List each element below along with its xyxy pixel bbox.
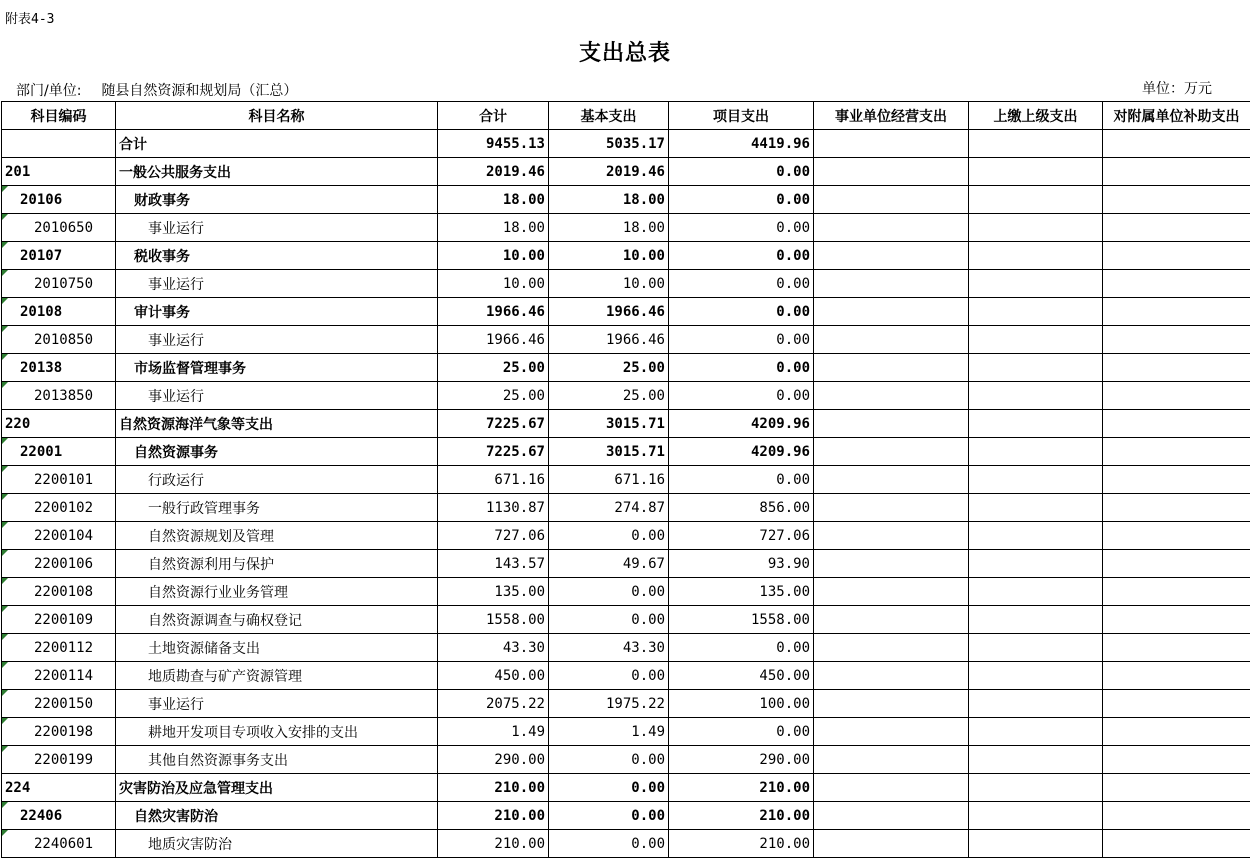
row-empty-cell xyxy=(814,438,969,466)
row-name-cell: 市场监督管理事务 xyxy=(116,354,438,382)
row-total-cell: 1130.87 xyxy=(438,494,549,522)
row-basic-cell: 10.00 xyxy=(549,270,669,298)
row-empty-cell xyxy=(814,354,969,382)
row-name-cell: 自然资源利用与保护 xyxy=(116,550,438,578)
row-name-cell: 地质勘查与矿产资源管理 xyxy=(116,662,438,690)
column-header: 对附属单位补助支出 xyxy=(1103,102,1250,130)
table-row xyxy=(2,382,1250,410)
row-empty-cell xyxy=(969,522,1103,550)
row-empty-cell xyxy=(1103,550,1250,578)
row-project-cell: 4209.96 xyxy=(669,410,814,438)
row-code-cell xyxy=(2,130,116,158)
row-empty-cell xyxy=(1103,438,1250,466)
row-project-cell: 0.00 xyxy=(669,466,814,494)
row-empty-cell xyxy=(1103,746,1250,774)
row-empty-cell xyxy=(1103,270,1250,298)
row-empty-cell xyxy=(1103,298,1250,326)
row-empty-cell xyxy=(969,606,1103,634)
column-header: 科目编码 xyxy=(2,102,116,130)
row-empty-cell xyxy=(814,690,969,718)
row-total-cell: 290.00 xyxy=(438,746,549,774)
row-empty-cell xyxy=(814,718,969,746)
row-total-cell: 1.49 xyxy=(438,718,549,746)
row-basic-cell: 0.00 xyxy=(549,578,669,606)
row-project-cell: 0.00 xyxy=(669,242,814,270)
row-empty-cell xyxy=(1103,830,1250,858)
row-total-cell: 10.00 xyxy=(438,242,549,270)
row-empty-cell xyxy=(1103,802,1250,830)
row-empty-cell xyxy=(814,662,969,690)
row-name-cell: 税收事务 xyxy=(116,242,438,270)
row-total-cell: 727.06 xyxy=(438,522,549,550)
row-empty-cell xyxy=(814,746,969,774)
row-project-cell: 0.00 xyxy=(669,382,814,410)
row-name-cell: 事业运行 xyxy=(116,382,438,410)
row-empty-cell xyxy=(814,634,969,662)
row-basic-cell: 3015.71 xyxy=(549,438,669,466)
row-code-cell: 2010850 xyxy=(2,326,116,354)
row-code-cell: 220 xyxy=(2,410,116,438)
row-code-cell: 2200199 xyxy=(2,746,116,774)
row-project-cell: 0.00 xyxy=(669,326,814,354)
row-code-cell: 2200198 xyxy=(2,718,116,746)
row-name-cell: 地质灾害防治 xyxy=(116,830,438,858)
row-empty-cell xyxy=(814,326,969,354)
row-code-cell: 2200106 xyxy=(2,550,116,578)
row-empty-cell xyxy=(1103,382,1250,410)
row-total-cell: 10.00 xyxy=(438,270,549,298)
page-title: 支出总表 xyxy=(578,41,671,66)
table-row xyxy=(2,830,1250,858)
row-code-cell: 2200150 xyxy=(2,690,116,718)
table-row xyxy=(2,522,1250,550)
table-row xyxy=(2,214,1250,242)
row-basic-cell: 1975.22 xyxy=(549,690,669,718)
row-total-cell: 7225.67 xyxy=(438,410,549,438)
table-row xyxy=(2,802,1250,830)
row-basic-cell: 5035.17 xyxy=(549,130,669,158)
row-basic-cell: 274.87 xyxy=(549,494,669,522)
row-name-cell: 土地资源储备支出 xyxy=(116,634,438,662)
row-code-cell: 224 xyxy=(2,774,116,802)
row-empty-cell xyxy=(1103,158,1250,186)
row-empty-cell xyxy=(814,494,969,522)
department-line xyxy=(16,80,297,100)
row-empty-cell xyxy=(969,830,1103,858)
row-total-cell: 2075.22 xyxy=(438,690,549,718)
row-empty-cell xyxy=(1103,718,1250,746)
row-basic-cell: 3015.71 xyxy=(549,410,669,438)
row-empty-cell xyxy=(969,690,1103,718)
row-project-cell: 1558.00 xyxy=(669,606,814,634)
row-name-cell: 一般公共服务支出 xyxy=(116,158,438,186)
row-basic-cell: 0.00 xyxy=(549,746,669,774)
table-row xyxy=(2,606,1250,634)
row-project-cell: 210.00 xyxy=(669,830,814,858)
column-header: 上缴上级支出 xyxy=(969,102,1103,130)
row-project-cell: 450.00 xyxy=(669,662,814,690)
row-empty-cell xyxy=(969,186,1103,214)
row-name-cell: 灾害防治及应急管理支出 xyxy=(116,774,438,802)
row-empty-cell xyxy=(1103,186,1250,214)
row-project-cell: 100.00 xyxy=(669,690,814,718)
table-row xyxy=(2,746,1250,774)
row-name-cell: 自然资源海洋气象等支出 xyxy=(116,410,438,438)
row-name-cell: 行政运行 xyxy=(116,466,438,494)
row-empty-cell xyxy=(969,382,1103,410)
row-empty-cell xyxy=(969,662,1103,690)
row-empty-cell xyxy=(969,494,1103,522)
row-total-cell: 9455.13 xyxy=(438,130,549,158)
row-name-cell: 事业运行 xyxy=(116,214,438,242)
row-code-cell: 20108 xyxy=(2,298,116,326)
row-code-cell: 2200108 xyxy=(2,578,116,606)
row-empty-cell xyxy=(969,634,1103,662)
row-total-cell: 7225.67 xyxy=(438,438,549,466)
row-empty-cell xyxy=(1103,662,1250,690)
row-project-cell: 135.00 xyxy=(669,578,814,606)
row-code-cell: 2010750 xyxy=(2,270,116,298)
department-value: 随县自然资源和规划局（汇总） xyxy=(101,83,298,99)
row-empty-cell xyxy=(1103,578,1250,606)
row-name-cell: 合计 xyxy=(116,130,438,158)
row-total-cell: 43.30 xyxy=(438,634,549,662)
table-row xyxy=(2,354,1250,382)
row-empty-cell xyxy=(1103,410,1250,438)
row-code-cell: 2200101 xyxy=(2,466,116,494)
row-code-cell: 20138 xyxy=(2,354,116,382)
row-empty-cell xyxy=(1103,214,1250,242)
row-empty-cell xyxy=(814,214,969,242)
row-empty-cell xyxy=(969,326,1103,354)
row-name-cell: 其他自然资源事务支出 xyxy=(116,746,438,774)
row-empty-cell xyxy=(814,130,969,158)
table-row xyxy=(2,466,1250,494)
row-basic-cell: 0.00 xyxy=(549,606,669,634)
row-total-cell: 1558.00 xyxy=(438,606,549,634)
row-project-cell: 0.00 xyxy=(669,718,814,746)
row-empty-cell xyxy=(1103,326,1250,354)
row-name-cell: 事业运行 xyxy=(116,270,438,298)
row-empty-cell xyxy=(969,410,1103,438)
row-project-cell: 0.00 xyxy=(669,214,814,242)
row-empty-cell xyxy=(969,774,1103,802)
row-empty-cell xyxy=(1103,242,1250,270)
row-code-cell: 22001 xyxy=(2,438,116,466)
row-basic-cell: 18.00 xyxy=(549,214,669,242)
row-basic-cell: 2019.46 xyxy=(549,158,669,186)
row-basic-cell: 0.00 xyxy=(549,774,669,802)
row-total-cell: 210.00 xyxy=(438,774,549,802)
row-project-cell: 4419.96 xyxy=(669,130,814,158)
table-row xyxy=(2,718,1250,746)
row-total-cell: 25.00 xyxy=(438,354,549,382)
row-basic-cell: 43.30 xyxy=(549,634,669,662)
row-empty-cell xyxy=(969,130,1103,158)
row-basic-cell: 671.16 xyxy=(549,466,669,494)
row-code-cell: 2013850 xyxy=(2,382,116,410)
department-label: 部门/单位: xyxy=(16,83,82,99)
row-basic-cell: 0.00 xyxy=(549,522,669,550)
row-empty-cell xyxy=(969,578,1103,606)
row-total-cell: 25.00 xyxy=(438,382,549,410)
row-empty-cell xyxy=(814,578,969,606)
row-name-cell: 自然资源行业业务管理 xyxy=(116,578,438,606)
row-basic-cell: 10.00 xyxy=(549,242,669,270)
row-project-cell: 4209.96 xyxy=(669,438,814,466)
row-basic-cell: 0.00 xyxy=(549,802,669,830)
row-total-cell: 450.00 xyxy=(438,662,549,690)
row-basic-cell: 0.00 xyxy=(549,830,669,858)
row-empty-cell xyxy=(969,242,1103,270)
row-name-cell: 事业运行 xyxy=(116,326,438,354)
table-row xyxy=(2,186,1250,214)
row-code-cell: 22406 xyxy=(2,802,116,830)
row-empty-cell xyxy=(969,718,1103,746)
row-empty-cell xyxy=(1103,774,1250,802)
row-empty-cell xyxy=(814,466,969,494)
row-empty-cell xyxy=(814,522,969,550)
row-name-cell: 审计事务 xyxy=(116,298,438,326)
row-project-cell: 0.00 xyxy=(669,634,814,662)
row-project-cell: 0.00 xyxy=(669,186,814,214)
row-basic-cell: 18.00 xyxy=(549,186,669,214)
row-basic-cell: 49.67 xyxy=(549,550,669,578)
row-code-cell: 2200112 xyxy=(2,634,116,662)
row-empty-cell xyxy=(814,606,969,634)
row-code-cell: 201 xyxy=(2,158,116,186)
table-row xyxy=(2,270,1250,298)
row-name-cell: 一般行政管理事务 xyxy=(116,494,438,522)
row-empty-cell xyxy=(814,550,969,578)
row-project-cell: 0.00 xyxy=(669,354,814,382)
row-code-cell: 2200114 xyxy=(2,662,116,690)
row-empty-cell xyxy=(1103,690,1250,718)
table-row xyxy=(2,774,1250,802)
row-empty-cell xyxy=(814,242,969,270)
row-code-cell: 20106 xyxy=(2,186,116,214)
row-name-cell: 自然资源规划及管理 xyxy=(116,522,438,550)
row-basic-cell: 1.49 xyxy=(549,718,669,746)
row-total-cell: 1966.46 xyxy=(438,326,549,354)
row-code-cell: 2200102 xyxy=(2,494,116,522)
row-basic-cell: 1966.46 xyxy=(549,326,669,354)
row-empty-cell xyxy=(969,550,1103,578)
row-name-cell: 财政事务 xyxy=(116,186,438,214)
row-total-cell: 210.00 xyxy=(438,830,549,858)
row-empty-cell xyxy=(814,298,969,326)
row-total-cell: 135.00 xyxy=(438,578,549,606)
row-name-cell: 耕地开发项目专项收入安排的支出 xyxy=(116,718,438,746)
row-basic-cell: 25.00 xyxy=(549,354,669,382)
row-empty-cell xyxy=(1103,494,1250,522)
row-empty-cell xyxy=(969,802,1103,830)
row-empty-cell xyxy=(969,466,1103,494)
unit-label: 单位：万元 xyxy=(1142,81,1212,97)
row-empty-cell xyxy=(814,830,969,858)
row-basic-cell: 25.00 xyxy=(549,382,669,410)
table-row xyxy=(2,690,1250,718)
row-total-cell: 1966.46 xyxy=(438,298,549,326)
row-project-cell: 93.90 xyxy=(669,550,814,578)
column-header: 科目名称 xyxy=(116,102,438,130)
row-empty-cell xyxy=(969,270,1103,298)
row-total-cell: 18.00 xyxy=(438,214,549,242)
row-total-cell: 2019.46 xyxy=(438,158,549,186)
row-project-cell: 0.00 xyxy=(669,270,814,298)
row-project-cell: 210.00 xyxy=(669,774,814,802)
row-empty-cell xyxy=(1103,354,1250,382)
attachment-label: 附表4-3 xyxy=(5,12,55,27)
row-empty-cell xyxy=(1103,606,1250,634)
row-total-cell: 671.16 xyxy=(438,466,549,494)
row-empty-cell xyxy=(814,802,969,830)
row-project-cell: 727.06 xyxy=(669,522,814,550)
row-total-cell: 18.00 xyxy=(438,186,549,214)
row-project-cell: 290.00 xyxy=(669,746,814,774)
row-project-cell: 856.00 xyxy=(669,494,814,522)
table-row xyxy=(2,130,1250,158)
table-row xyxy=(2,494,1250,522)
row-empty-cell xyxy=(969,214,1103,242)
table-row xyxy=(2,410,1250,438)
table-row xyxy=(2,242,1250,270)
table-header-row xyxy=(2,102,1250,130)
table-row xyxy=(2,578,1250,606)
row-code-cell: 2010650 xyxy=(2,214,116,242)
row-empty-cell xyxy=(814,774,969,802)
row-project-cell: 0.00 xyxy=(669,158,814,186)
row-empty-cell xyxy=(814,382,969,410)
row-name-cell: 自然资源调查与确权登记 xyxy=(116,606,438,634)
row-empty-cell xyxy=(814,410,969,438)
column-header: 基本支出 xyxy=(549,102,669,130)
row-basic-cell: 1966.46 xyxy=(549,298,669,326)
row-project-cell: 210.00 xyxy=(669,802,814,830)
row-empty-cell xyxy=(814,270,969,298)
row-code-cell: 2200104 xyxy=(2,522,116,550)
table-row xyxy=(2,662,1250,690)
table-row xyxy=(2,550,1250,578)
row-empty-cell xyxy=(969,438,1103,466)
table-row xyxy=(2,634,1250,662)
row-empty-cell xyxy=(969,354,1103,382)
row-empty-cell xyxy=(1103,634,1250,662)
row-project-cell: 0.00 xyxy=(669,298,814,326)
row-name-cell: 自然资源事务 xyxy=(116,438,438,466)
row-empty-cell xyxy=(814,158,969,186)
row-name-cell: 事业运行 xyxy=(116,690,438,718)
table-row xyxy=(2,438,1250,466)
table-row xyxy=(2,298,1250,326)
row-code-cell: 20107 xyxy=(2,242,116,270)
row-empty-cell xyxy=(1103,466,1250,494)
row-total-cell: 143.57 xyxy=(438,550,549,578)
row-basic-cell: 0.00 xyxy=(549,662,669,690)
row-empty-cell xyxy=(1103,130,1250,158)
row-code-cell: 2240601 xyxy=(2,830,116,858)
table-row xyxy=(2,326,1250,354)
column-header: 事业单位经营支出 xyxy=(814,102,969,130)
column-header: 合计 xyxy=(438,102,549,130)
row-empty-cell xyxy=(969,298,1103,326)
row-empty-cell xyxy=(814,186,969,214)
table-row xyxy=(2,158,1250,186)
expenditure-table xyxy=(1,101,1250,858)
row-code-cell: 2200109 xyxy=(2,606,116,634)
column-header: 项目支出 xyxy=(669,102,814,130)
row-empty-cell xyxy=(1103,522,1250,550)
row-name-cell: 自然灾害防治 xyxy=(116,802,438,830)
row-empty-cell xyxy=(969,746,1103,774)
row-empty-cell xyxy=(969,158,1103,186)
row-total-cell: 210.00 xyxy=(438,802,549,830)
